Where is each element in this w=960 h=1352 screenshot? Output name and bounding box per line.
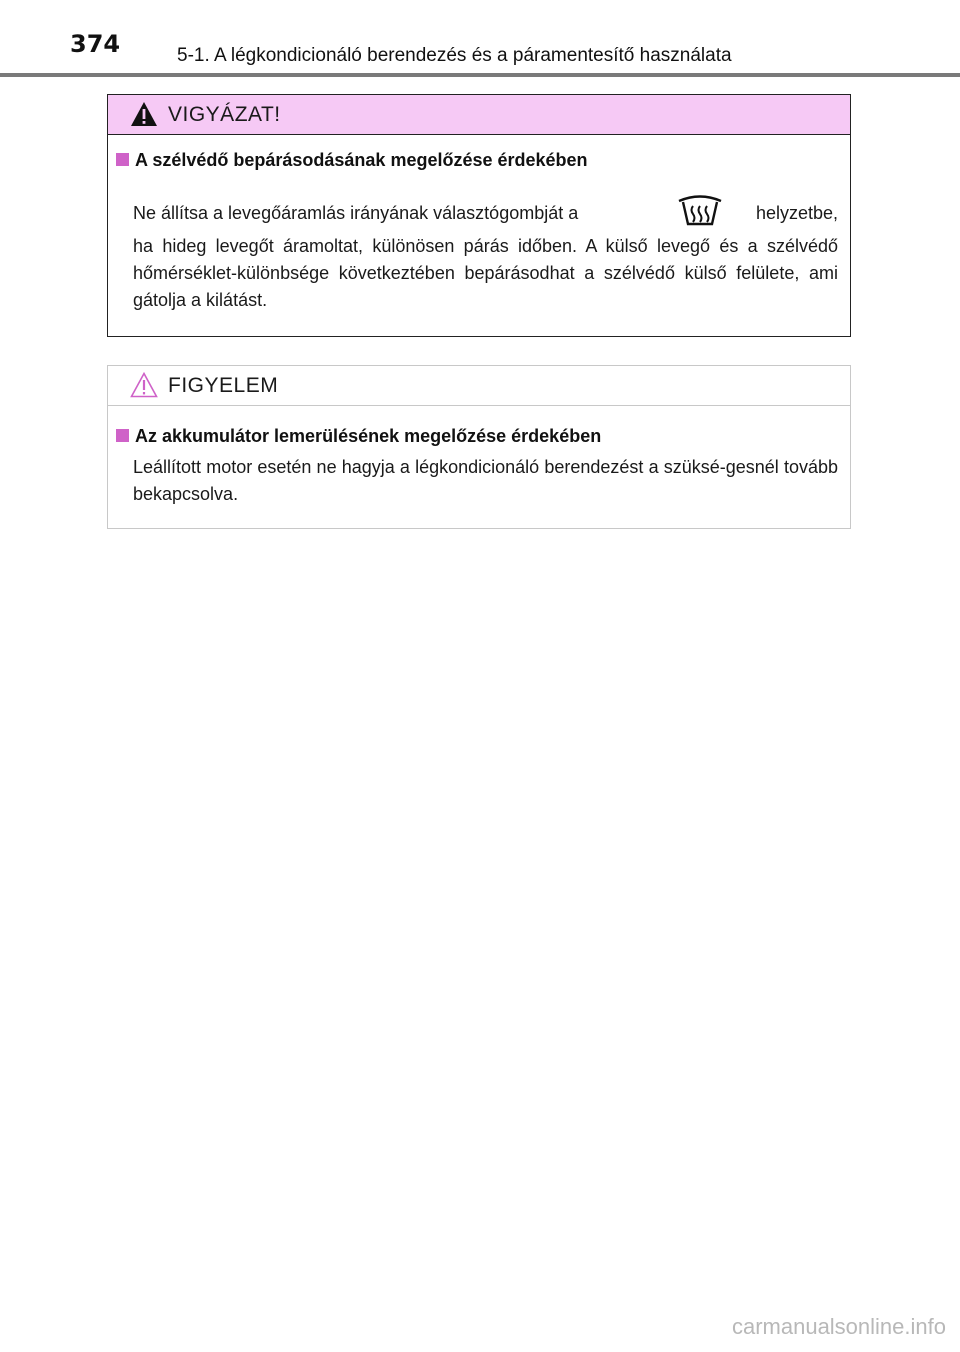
caution-line1-after: helyzetbe, [755, 203, 838, 223]
notice-label: FIGYELEM [168, 374, 279, 397]
topic-bullet [116, 153, 129, 166]
watermark: carmanualsonline.info [731, 1314, 946, 1339]
notice-header [108, 366, 850, 406]
caution-text: ha hideg levegőt áramoltat, különösen párás időben. A külső levegő és a szélvédő hőmérséklet-különbsége következtében bepárásodhat a szélvédő külső felülete, ami gátolja a kilátást. [133, 236, 838, 310]
caution-label: VIGYÁZAT! [168, 103, 281, 126]
page-number: 374 [70, 30, 121, 58]
warning-triangle-outline-icon [130, 371, 158, 399]
header-rule [0, 73, 960, 77]
notice-box [107, 365, 851, 529]
caution-box [107, 94, 851, 337]
notice-topic [116, 426, 601, 447]
caution-topic-text: A szélvédő bepárásodásának megelőzése érdekében [135, 150, 588, 170]
windshield-defrost-icon [675, 193, 725, 227]
warning-triangle-filled-icon [130, 100, 158, 128]
page-header [0, 0, 960, 80]
caution-topic [116, 150, 588, 171]
caution-line-1 [133, 203, 838, 229]
notice-topic-text: Az akkumulátor lemerülésének megelőzése érdekében [135, 426, 602, 446]
section-title: 5-1. A légkondicionáló berendezés és a páramentesítő használata [177, 45, 732, 66]
topic-bullet [116, 429, 129, 442]
caution-line1-before: Ne állítsa a levegőáramlás irányának választógombját a [133, 203, 579, 223]
notice-text: Leállított motor esetén ne hagyja a légkondicionáló berendezést a szüksé-gesnél tovább bekapcsolva. [133, 457, 838, 504]
caution-header [108, 95, 850, 135]
